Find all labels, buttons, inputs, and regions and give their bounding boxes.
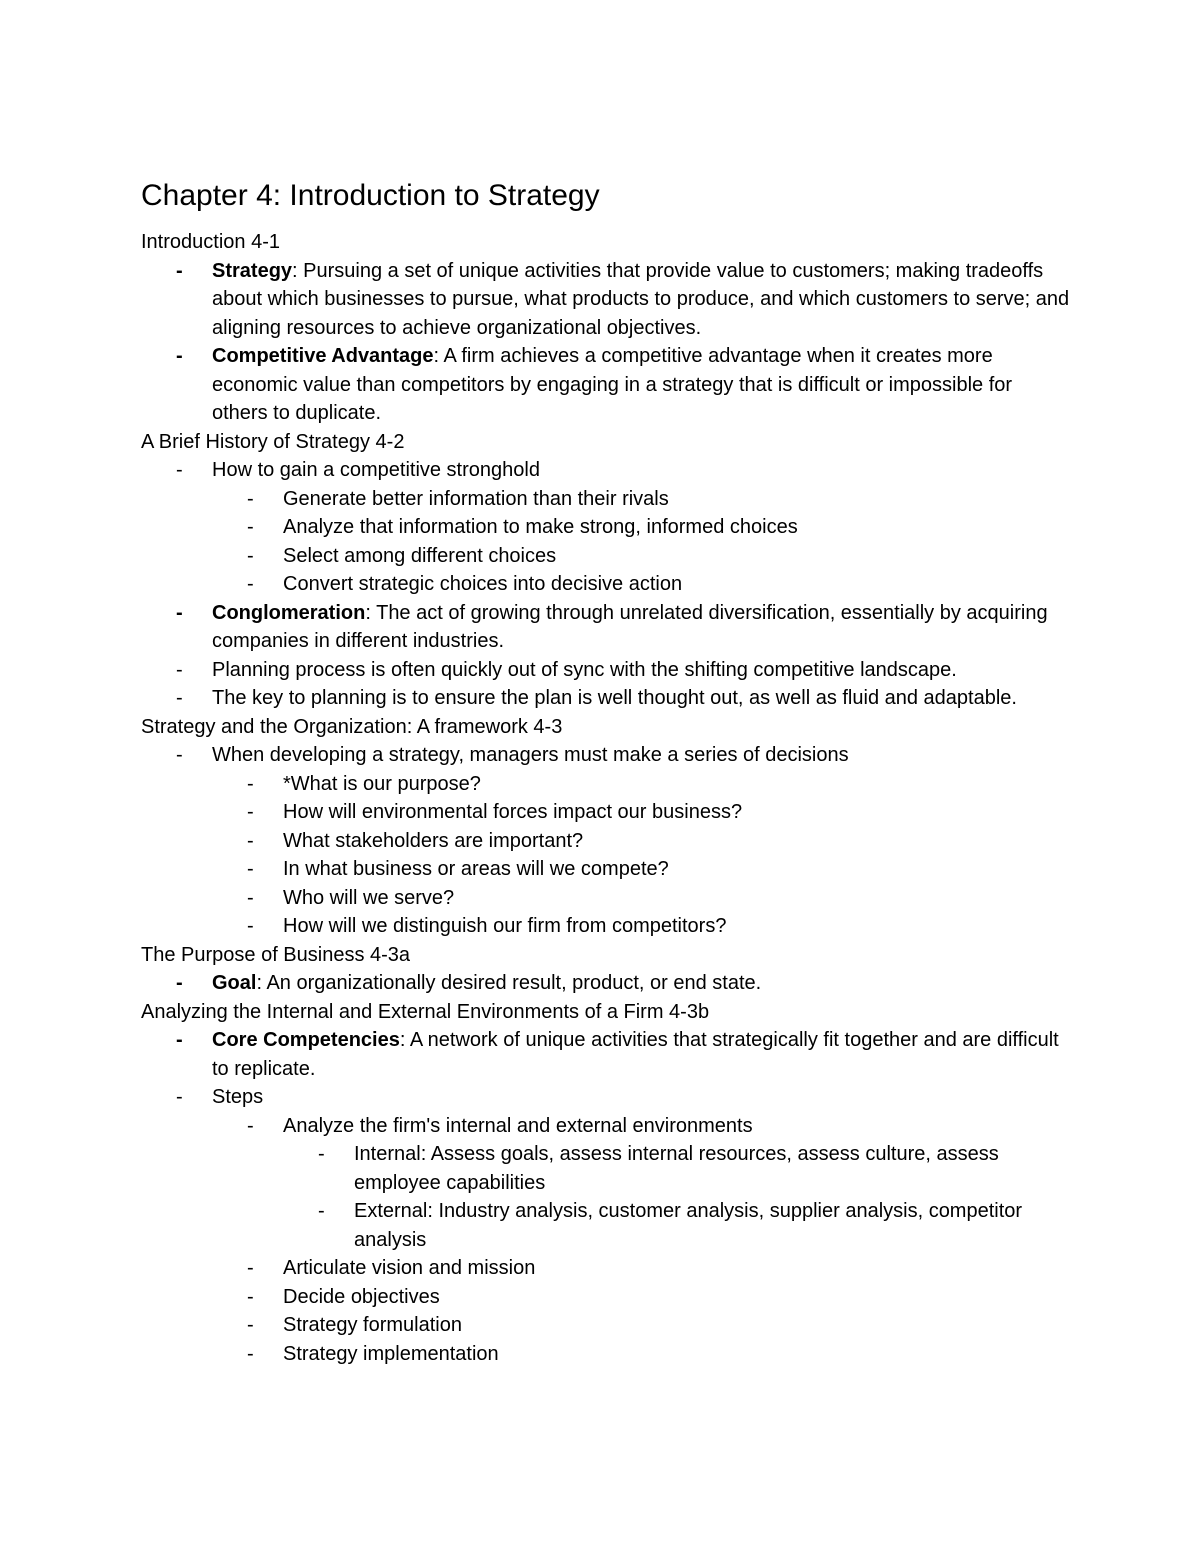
list-item bbox=[318, 1140, 1071, 1197]
bullet-dash-icon: - bbox=[176, 658, 183, 681]
bullet-dash-icon: - bbox=[247, 1342, 254, 1365]
item-text: Select among different choices bbox=[283, 544, 557, 567]
item-text: In what business or areas will we compete? bbox=[283, 858, 669, 880]
list-item bbox=[247, 1254, 1071, 1283]
bullet-dash-icon: - bbox=[247, 1314, 254, 1336]
bullet-dash-icon: - bbox=[176, 687, 183, 709]
item-text: When developing a strategy, managers must make a series of decisions bbox=[212, 744, 849, 766]
bullet-dash-icon: - bbox=[247, 915, 254, 937]
item-text: Internal: Assess goals, assess internal resources, assess culture, assess employee capabilities bbox=[354, 1143, 999, 1194]
term-label: Strategy bbox=[212, 259, 293, 282]
bullet-list-level-3 bbox=[283, 1140, 1071, 1254]
item-text: How will environmental forces impact our business? bbox=[283, 801, 743, 823]
item-text: : A firm achieves a competitive advantage when it creates more economic value than competitors by engaging in a strategy that is difficult or impossible for others to duplicate. bbox=[212, 345, 1013, 424]
bullet-dash-icon: - bbox=[176, 1029, 183, 1051]
list-item bbox=[247, 542, 1071, 571]
list-item bbox=[247, 884, 1071, 913]
bullet-dash-icon: - bbox=[247, 801, 254, 823]
term-label: Goal bbox=[212, 972, 257, 994]
bullet-dash-icon: - bbox=[247, 829, 254, 852]
item-text: Generate better information than their rivals bbox=[283, 487, 669, 510]
bullet-dash-icon: - bbox=[176, 601, 183, 624]
bullet-dash-icon: - bbox=[247, 1285, 254, 1308]
list-item bbox=[247, 827, 1071, 856]
bullet-dash-icon: - bbox=[318, 1200, 325, 1222]
section-heading: Strategy and the Organization: A framework 4-3 bbox=[141, 715, 563, 738]
list-item bbox=[247, 798, 1071, 827]
item-text: Strategy implementation bbox=[283, 1342, 499, 1365]
bullet-dash-icon: - bbox=[176, 1086, 183, 1108]
list-item bbox=[247, 570, 1071, 599]
list-item bbox=[176, 257, 1071, 343]
bullet-dash-icon: - bbox=[247, 1114, 254, 1137]
list-item bbox=[247, 912, 1071, 941]
item-text: External: Industry analysis, customer analysis, supplier analysis, competitor analysis bbox=[354, 1200, 1023, 1251]
bullet-dash-icon: - bbox=[247, 886, 254, 909]
bullet-list-level-1 bbox=[141, 456, 1071, 713]
section-heading: The Purpose of Business 4-3a bbox=[141, 943, 411, 966]
bullet-dash-icon: - bbox=[176, 345, 183, 367]
page-title: Chapter 4: Introduction to Strategy bbox=[141, 179, 600, 212]
list-item bbox=[247, 513, 1071, 542]
item-text: Planning process is often quickly out of sync with the shifting competitive landscape. bbox=[212, 658, 957, 681]
list-item bbox=[247, 485, 1071, 514]
item-text: Articulate vision and mission bbox=[283, 1257, 536, 1279]
term-label: Conglomeration bbox=[212, 601, 366, 624]
term-label: Core Competencies bbox=[212, 1029, 400, 1051]
bullet-dash-icon: - bbox=[247, 544, 254, 567]
bullet-dash-icon: - bbox=[176, 972, 183, 994]
item-text: : An organizationally desired result, product, or end state. bbox=[256, 972, 762, 994]
bullet-list-level-2 bbox=[212, 770, 1071, 941]
bullet-list-level-2 bbox=[212, 485, 1071, 599]
bullet-list-level-1 bbox=[141, 741, 1071, 941]
list-item bbox=[247, 1283, 1071, 1312]
list-item bbox=[176, 684, 1071, 713]
list-item bbox=[176, 599, 1071, 656]
bullet-dash-icon: - bbox=[318, 1143, 325, 1165]
list-item bbox=[176, 656, 1071, 685]
bullet-list-level-1 bbox=[141, 257, 1071, 428]
item-text: Steps bbox=[212, 1086, 264, 1108]
item-text: Strategy formulation bbox=[283, 1314, 462, 1336]
list-item bbox=[247, 1340, 1071, 1369]
list-item bbox=[176, 456, 1071, 599]
bullet-list-level-1 bbox=[141, 1026, 1071, 1368]
list-item bbox=[176, 969, 1071, 998]
item-text: How to gain a competitive stronghold bbox=[212, 459, 540, 481]
item-text: : The act of growing through unrelated diversification, essentially by acquiring companies in different industries. bbox=[212, 601, 1048, 652]
bullet-dash-icon: - bbox=[247, 772, 254, 795]
item-text: How will we distinguish our firm from competitors? bbox=[283, 915, 727, 937]
list-item bbox=[176, 1083, 1071, 1368]
list-item bbox=[247, 1112, 1071, 1255]
term-label: Competitive Advantage bbox=[212, 345, 434, 367]
list-item bbox=[247, 855, 1071, 884]
item-text: Convert strategic choices into decisive action bbox=[283, 573, 683, 595]
list-item bbox=[176, 741, 1071, 941]
list-item bbox=[247, 770, 1071, 799]
item-text: What stakeholders are important? bbox=[283, 829, 584, 852]
item-text: Decide objectives bbox=[283, 1285, 440, 1308]
list-item bbox=[176, 1026, 1071, 1083]
bullet-dash-icon: - bbox=[247, 1257, 254, 1279]
bullet-list-level-2 bbox=[212, 1112, 1071, 1369]
item-text: Analyze the firm's internal and external environments bbox=[283, 1114, 753, 1137]
bullet-dash-icon: - bbox=[176, 744, 183, 766]
item-text: Analyze that information to make strong, informed choices bbox=[283, 516, 798, 538]
bullet-dash-icon: - bbox=[176, 459, 183, 481]
list-item bbox=[176, 342, 1071, 428]
section-heading: A Brief History of Strategy 4-2 bbox=[141, 430, 405, 453]
item-text: *What is our purpose? bbox=[283, 772, 481, 795]
list-item bbox=[247, 1311, 1071, 1340]
bullet-dash-icon: - bbox=[247, 573, 254, 595]
item-text: The key to planning is to ensure the plan is well thought out, as well as fluid and adaptable. bbox=[212, 687, 1017, 709]
bullet-dash-icon: - bbox=[247, 516, 254, 538]
bullet-dash-icon: - bbox=[247, 858, 254, 880]
document-body bbox=[141, 228, 1071, 1368]
bullet-dash-icon: - bbox=[247, 487, 254, 510]
item-text: : A network of unique activities that strategically fit together and are difficult to replicate. bbox=[212, 1029, 1059, 1080]
bullet-list-level-1 bbox=[141, 969, 1071, 998]
item-text: Who will we serve? bbox=[283, 886, 455, 909]
list-item bbox=[318, 1197, 1071, 1254]
section-heading: Introduction 4-1 bbox=[141, 231, 280, 253]
section-heading: Analyzing the Internal and External Environments of a Firm 4-3b bbox=[141, 1000, 710, 1023]
item-text: : Pursuing a set of unique activities that provide value to customers; making tradeoffs about which businesses to pursue, what products to produce, and which customers to serve; and aligning resources to achieve organizational objectives. bbox=[212, 259, 1070, 339]
bullet-dash-icon: - bbox=[176, 259, 183, 282]
